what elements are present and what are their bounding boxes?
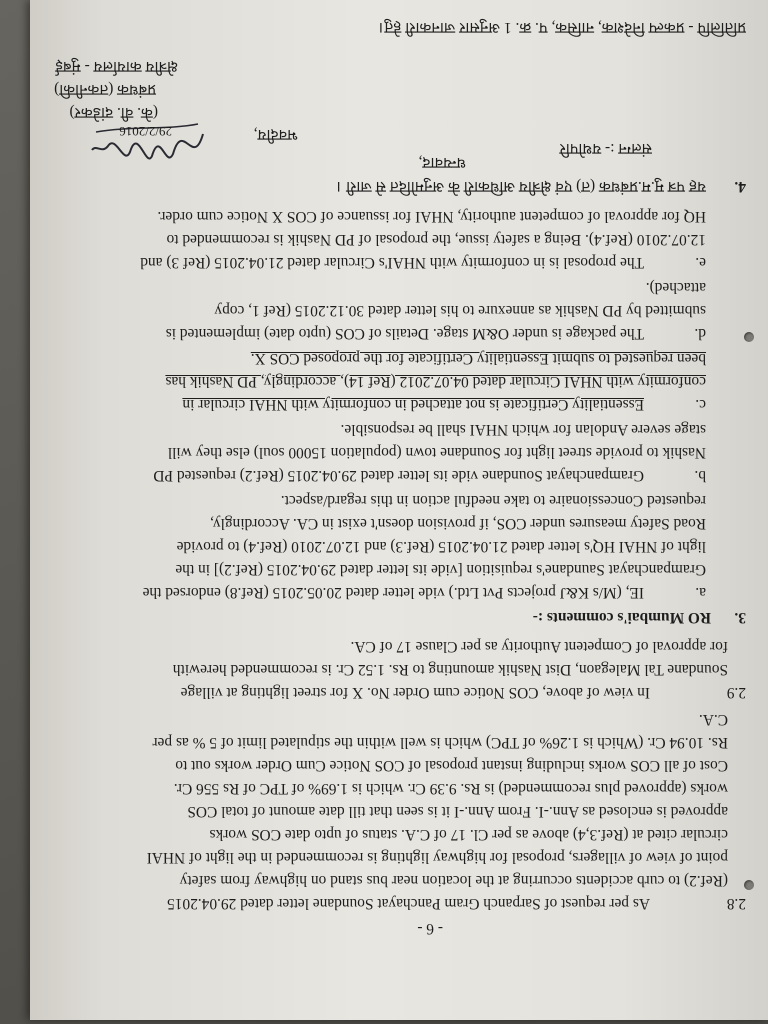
paragraph-line: works (approved plus recommended) is Rs. 9.39 Cr. which is 1.69% of TPC of Rs 556 Cr.	[173, 780, 728, 797]
item-line: requested Concessionaire to take needful action in this regard/aspect.	[280, 492, 706, 509]
document-page	[30, 0, 768, 1020]
signatory-designation: प्रबंधक (तकनीकी)	[54, 81, 156, 98]
paragraph-line: In view of above, COS Notice cum Order No. X for street lighting at village	[180, 684, 650, 701]
paragraph-line: point of view of villagers, proposal for highway lighting is recommended in the light of NHAI	[146, 849, 728, 866]
item-line: Grampanchayat Soundane vide its letter dated 29.04.2015 (Ref.2) requested PD	[153, 467, 644, 484]
paragraph-line: Soundane Tal Malegaon, Dist Nashik amounting to Rs. 1.52 Cr. is recommended herewith	[172, 661, 728, 678]
paragraph-line: Rs. 10.94 Cr. (Which is 1.26% of TPC) which is well within the stipulated limit of 5 % as per	[152, 734, 728, 751]
copy-to-note: प्रतिलिपि - प्रकल्प निदेशक, नासिक, प. क्र. 1 अनुसार जानकारी हेतु।	[378, 19, 746, 36]
paragraph-line: (Ref.2) to curb accidents occurring at the location near bus stand on highway from safety	[179, 872, 728, 889]
item-line: The package is under O&M stage. Details of COS (upto date) implemented is	[165, 325, 644, 342]
item-line: submitted by PD Nashik as annexure to his letter dated 30.12.2015 (Ref 1, copy	[214, 302, 706, 319]
item-letter: e.	[695, 254, 706, 271]
sign-date: 29/2/2016	[119, 124, 172, 139]
paragraph-line: approved is enclosed as Ann.-I. From Ann.-I it is seen that till date amount of total COS	[187, 803, 728, 820]
item-line: Grampanchayat Saundane's requisition [vide its letter dated 29.04.2015 (Ref.2)] in the	[175, 561, 706, 578]
paragraph-line: Cost of all COS works including instant proposal of COS Notice Cum Order works out to	[175, 757, 728, 774]
item-line: The proposal is in conformity with NHAI's Circular dated 21.04.2015 (Ref 3) and	[140, 254, 644, 271]
item-line: Essentiality Certificate is not attached in conformity with NHAI circular in	[182, 396, 644, 413]
paragraph-number: 2.9	[726, 684, 746, 701]
page-number: - 6 -	[417, 920, 443, 937]
signatory-name: (के. वी. दांडेकर)	[69, 104, 158, 121]
paragraph-line: As per request of Sarpanch Gram Panchayat Soundane letter dated 29.04.2015	[167, 895, 650, 912]
item-line: 12.07.2010 (Ref.4). Being a safety issue, the proposal of PD Nashik is recommended to	[166, 231, 706, 248]
item-line: light of NHAI HQ's letter dated 21.04.2015 (Ref.3) and 12.07.2010 (Ref.4) to provide	[176, 538, 706, 555]
handwritten-signature	[88, 114, 208, 174]
page-content-upside-down	[30, 0, 768, 1020]
section-number: 3.	[734, 609, 746, 626]
item-line: Road Safety measures under COS, if provision doesn't exist in CA. Accordingly,	[210, 515, 706, 532]
paragraph-line: C.A.	[698, 711, 728, 728]
item-line: Nashik to provide street light for Soundane town (population 15000 soul) else they will	[167, 444, 706, 461]
paragraph-line: circular cited at (Ref.3,4) above as per Cl. 17 of C.A. status of upto date COS works	[209, 826, 728, 843]
item-line: been requested to submit Essentiality Certificate for the proposed COS X.	[250, 350, 706, 367]
item-letter: b.	[694, 467, 706, 484]
paragraph-line: for approval of Competent Authority as per Clause 17 of CA.	[350, 638, 728, 655]
item-line: conformity with NHAI Circular dated 04.07.2012 (Ref 14), accordingly, PD Nashik has	[165, 373, 706, 390]
item-line: IE, (M/s K&J projects Pvt Ltd.) vide letter dated 20.05.2015 (Ref.8) endorsed the	[142, 584, 644, 601]
item-line: attached).	[645, 279, 706, 296]
item-letter: c.	[695, 396, 706, 413]
item-line: HQ for approval of competent authority, NHAI for issuance of COS X Notice cum order.	[157, 208, 706, 225]
item-letter: a.	[695, 584, 706, 601]
paragraph-line: यह पत्र मु.म.प्रबंधक (त) एवं क्षेत्रीय अधिकारी के अनुमोदित से जारी ।	[336, 178, 706, 195]
paragraph-number: 2.8	[726, 895, 746, 912]
signatory-office: क्षेत्रीय कार्यालय - मुंबई	[55, 58, 178, 75]
item-line: stage severe Andolan for which NHAI shall be responsible.	[340, 421, 706, 438]
section-heading: RO Mumbai's comments :-	[532, 609, 711, 626]
section-number: 4.	[734, 178, 746, 195]
closing-thanks: धन्यवाद,	[418, 154, 466, 171]
enclosure-note: संलग्न :- यथोपरि	[559, 140, 652, 157]
closing-yours: भवदीय,	[253, 126, 298, 143]
item-letter: d.	[694, 325, 706, 342]
